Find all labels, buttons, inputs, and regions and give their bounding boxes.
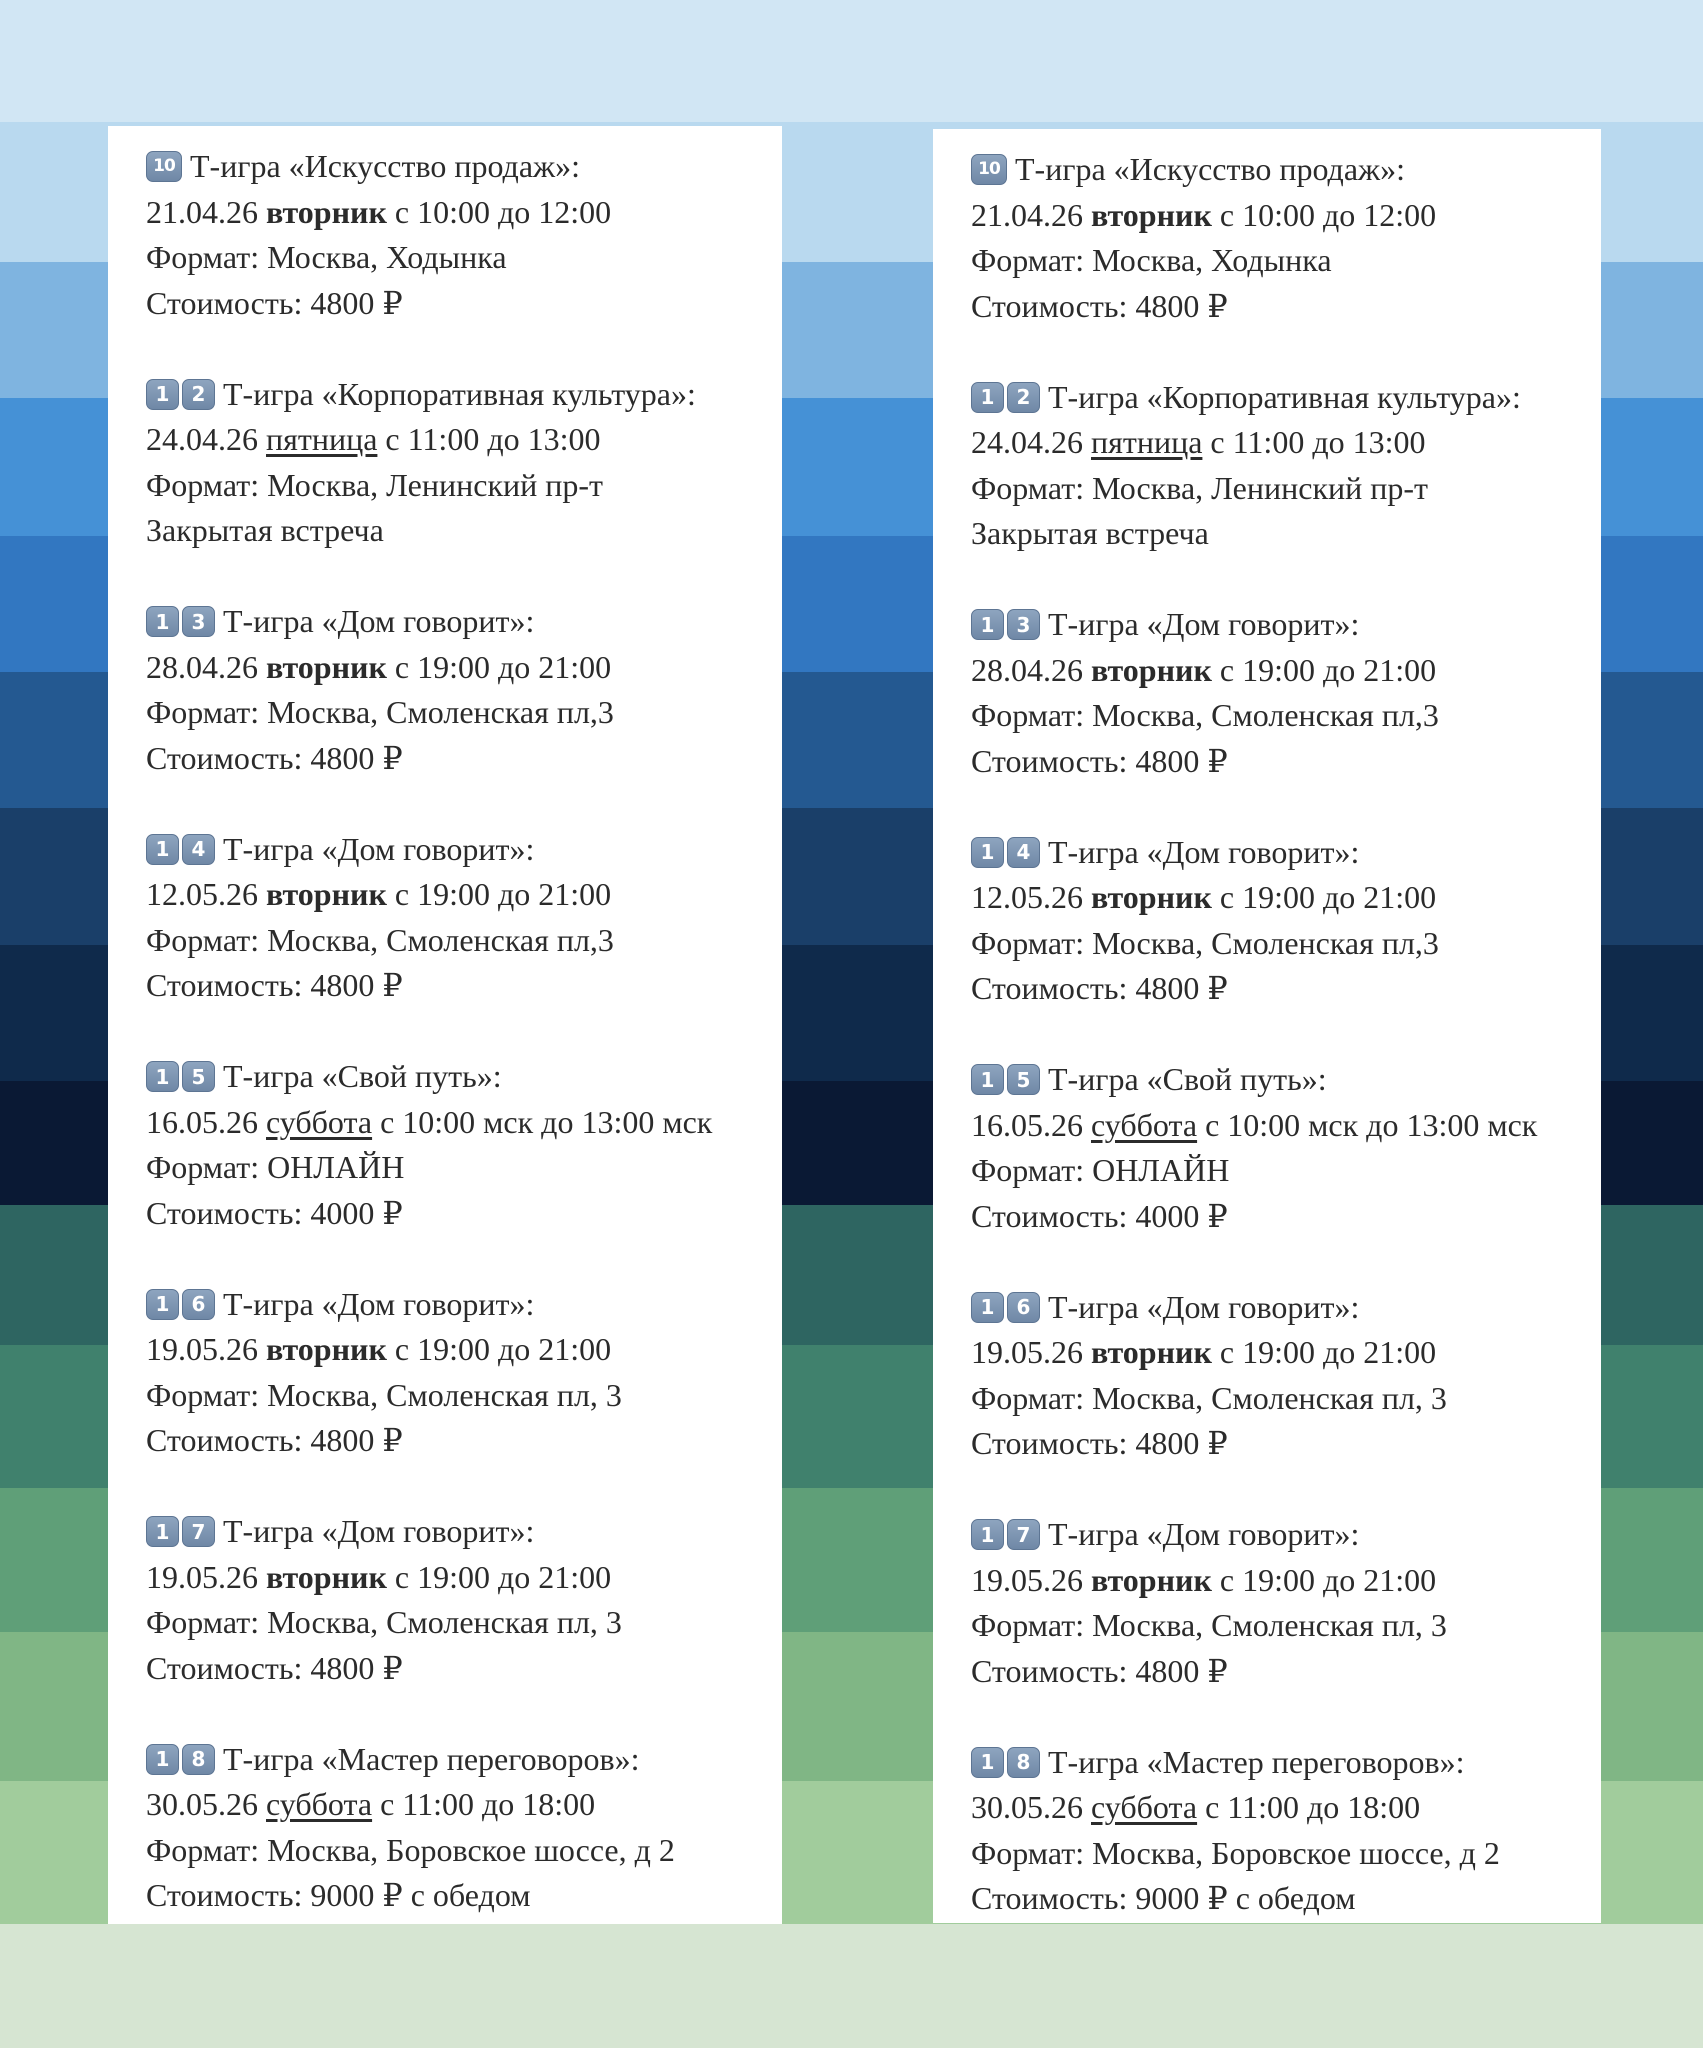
event-weekday: пятница — [266, 421, 378, 457]
event-date-line — [146, 190, 782, 236]
number-keycaps — [146, 1061, 218, 1092]
event-price: Стоимость: 4800 ₽ — [146, 967, 403, 1003]
event-date: 19.05.26 — [971, 1561, 1083, 1598]
event-weekday: вторник — [1091, 196, 1212, 233]
keycap-number-icon: 7 — [182, 1516, 215, 1547]
event-title: Т-игра «Дом говорит»: — [223, 830, 535, 867]
event-weekday: вторник — [1091, 1561, 1212, 1598]
event-format: Формат: Москва, Смоленская пл, 3 — [146, 1376, 622, 1413]
event-date: 16.05.26 — [146, 1103, 258, 1140]
event-format: Формат: Москва, Боровское шоссе, д 2 — [146, 1831, 675, 1868]
event-title: Т-игра «Корпоративная культура»: — [1048, 378, 1521, 415]
event-time: с 19:00 до 21:00 — [394, 1331, 612, 1367]
keycap-number-icon: 2 — [182, 379, 215, 410]
event-date-line — [971, 1558, 1601, 1604]
event-title-line — [146, 599, 782, 645]
event-block — [971, 1057, 1601, 1285]
event-date: 21.04.26 — [971, 196, 1083, 233]
event-title-line — [146, 1737, 782, 1783]
event-date: 16.05.26 — [971, 1106, 1083, 1143]
event-title-line — [971, 375, 1601, 421]
event-price: Стоимость: 4800 ₽ — [971, 287, 1228, 324]
event-format: Формат: Москва, Смоленская пл, 3 — [971, 1607, 1447, 1643]
event-title-line — [146, 1509, 782, 1555]
event-date-line — [971, 193, 1601, 239]
event-price: Стоимость: 4000 ₽ — [146, 1194, 403, 1231]
keycap-number-icon: 1 — [146, 1061, 179, 1092]
event-title: Т-игра «Искусство продаж»: — [190, 148, 581, 184]
event-format: Формат: ОНЛАЙН — [971, 1152, 1230, 1188]
event-title-line — [971, 1285, 1601, 1331]
event-title-line — [146, 372, 782, 418]
event-title: Т-игра «Дом говорит»: — [223, 1513, 535, 1549]
event-price: Стоимость: 4800 ₽ — [971, 970, 1228, 1006]
event-date-line — [146, 417, 782, 463]
event-title: Т-игра «Дом говорит»: — [223, 1285, 535, 1322]
keycap-number-icon: 1 — [971, 1064, 1004, 1095]
event-title-line — [146, 144, 782, 190]
event-date-line — [971, 1330, 1601, 1376]
keycap-number-icon: 2 — [1007, 382, 1040, 413]
event-format: Формат: ОНЛАЙН — [146, 1149, 405, 1185]
event-title-line — [971, 602, 1601, 648]
event-format: Формат: Москва, Смоленская пл, 3 — [971, 1379, 1447, 1416]
event-date-line — [146, 1100, 782, 1146]
number-keycaps — [146, 1516, 218, 1547]
event-date-line — [971, 1103, 1601, 1149]
event-format: Формат: Москва, Ходынка — [146, 239, 507, 275]
event-format: Формат: Москва, Смоленская пл,3 — [971, 697, 1439, 733]
event-block — [971, 1740, 1601, 1924]
event-format: Формат: Москва, Ходынка — [971, 242, 1332, 278]
event-block — [971, 1285, 1601, 1513]
event-format: Формат: Москва, Смоленская пл,3 — [146, 694, 614, 730]
keycap-number-icon: 1 — [971, 1519, 1004, 1550]
event-date-line — [971, 1785, 1601, 1831]
event-date: 30.05.26 — [146, 1786, 258, 1822]
number-keycaps — [971, 609, 1043, 640]
event-price: Закрытая встреча — [971, 515, 1209, 551]
event-title: Т-игра «Дом говорит»: — [1048, 606, 1360, 642]
keycap-number-icon: 5 — [182, 1061, 215, 1092]
event-weekday: вторник — [266, 648, 387, 685]
event-block — [146, 1509, 782, 1737]
event-time: с 19:00 до 21:00 — [394, 648, 612, 685]
event-time: с 10:00 мск до 13:00 мск — [1205, 1106, 1538, 1143]
event-block — [146, 1282, 782, 1510]
background-band — [0, 1924, 1703, 2048]
event-time: с 10:00 до 12:00 — [394, 193, 612, 230]
event-date: 24.04.26 — [971, 424, 1083, 460]
event-date: 19.05.26 — [146, 1558, 258, 1595]
event-format: Формат: Москва, Смоленская пл,3 — [971, 924, 1439, 961]
number-keycaps — [146, 1289, 218, 1320]
event-time: с 19:00 до 21:00 — [1219, 879, 1437, 915]
event-date-line — [146, 872, 782, 918]
event-date-line — [146, 1555, 782, 1601]
keycap-number-icon: 7 — [1007, 1519, 1040, 1550]
event-weekday: вторник — [1091, 879, 1212, 915]
event-date: 12.05.26 — [971, 879, 1083, 915]
keycap-number-icon: 6 — [182, 1289, 215, 1320]
keycap-number-icon: 1 — [971, 382, 1004, 413]
event-date: 21.04.26 — [146, 193, 258, 230]
event-price: Стоимость: 4800 ₽ — [971, 1652, 1228, 1689]
event-price: Стоимость: 9000 ₽ с обедом — [146, 1877, 531, 1913]
event-date-line — [971, 648, 1601, 694]
keycap-number-icon: 10 — [146, 151, 182, 182]
event-weekday: суббота — [1091, 1789, 1198, 1825]
event-time: с 19:00 до 21:00 — [1219, 1334, 1437, 1370]
event-price: Стоимость: 4800 ₽ — [146, 739, 403, 776]
event-date-line — [971, 875, 1601, 921]
keycap-number-icon: 1 — [971, 837, 1004, 868]
event-block — [146, 1054, 782, 1282]
event-title: Т-игра «Дом говорит»: — [1048, 1516, 1360, 1552]
event-block — [971, 375, 1601, 603]
event-title-line — [146, 827, 782, 873]
event-time: с 10:00 мск до 13:00 мск — [380, 1103, 713, 1140]
event-time: с 11:00 до 13:00 — [385, 421, 601, 457]
event-weekday: суббота — [266, 1786, 373, 1822]
event-price: Стоимость: 4000 ₽ — [971, 1197, 1228, 1234]
event-block — [971, 830, 1601, 1058]
event-date: 19.05.26 — [146, 1331, 258, 1367]
event-weekday: суббота — [266, 1103, 373, 1140]
background-band — [0, 0, 1703, 122]
event-title-line — [971, 1740, 1601, 1786]
event-weekday: вторник — [266, 1331, 387, 1367]
event-weekday: вторник — [266, 1558, 387, 1595]
event-title: Т-игра «Корпоративная культура»: — [223, 375, 696, 412]
event-price: Стоимость: 4800 ₽ — [146, 1649, 403, 1686]
event-date: 30.05.26 — [971, 1789, 1083, 1825]
number-keycaps — [971, 1747, 1043, 1778]
number-keycaps — [146, 151, 185, 182]
event-date-line — [971, 420, 1601, 466]
event-price: Стоимость: 4800 ₽ — [971, 1425, 1228, 1461]
event-price: Стоимость: 4800 ₽ — [971, 742, 1228, 779]
event-weekday: вторник — [1091, 651, 1212, 688]
keycap-number-icon: 1 — [146, 1516, 179, 1547]
event-format: Формат: Москва, Смоленская пл, 3 — [146, 1604, 622, 1640]
event-title-line — [971, 830, 1601, 876]
keycap-number-icon: 1 — [146, 379, 179, 410]
event-weekday: вторник — [1091, 1334, 1212, 1370]
event-block — [146, 599, 782, 827]
keycap-number-icon: 1 — [971, 1747, 1004, 1778]
keycap-number-icon: 5 — [1007, 1064, 1040, 1095]
event-block — [971, 147, 1601, 375]
event-time: с 11:00 до 18:00 — [1205, 1789, 1421, 1825]
schedule-panel-right — [933, 129, 1601, 1923]
keycap-number-icon: 1 — [971, 609, 1004, 640]
keycap-number-icon: 4 — [1007, 837, 1040, 868]
keycap-number-icon: 4 — [182, 834, 215, 865]
event-time: с 19:00 до 21:00 — [1219, 1561, 1437, 1598]
keycap-number-icon: 8 — [1007, 1747, 1040, 1778]
keycap-number-icon: 1 — [146, 1744, 179, 1775]
event-title-line — [146, 1054, 782, 1100]
event-weekday: суббота — [1091, 1106, 1198, 1143]
event-time: с 19:00 до 21:00 — [1219, 651, 1437, 688]
event-title-line — [971, 1512, 1601, 1558]
number-keycaps — [971, 154, 1010, 185]
event-date: 28.04.26 — [971, 651, 1083, 688]
event-title: Т-игра «Свой путь»: — [223, 1058, 502, 1094]
number-keycaps — [146, 834, 218, 865]
keycap-number-icon: 1 — [971, 1292, 1004, 1323]
schedule-panel-left — [108, 126, 782, 1924]
event-title-line — [971, 147, 1601, 193]
event-date-line — [146, 1327, 782, 1373]
event-format: Формат: Москва, Ленинский пр-т — [971, 469, 1428, 506]
number-keycaps — [146, 379, 218, 410]
event-block — [146, 1737, 782, 1925]
event-title: Т-игра «Дом говорит»: — [223, 603, 535, 639]
event-block — [971, 1512, 1601, 1740]
event-title: Т-игра «Дом говорит»: — [1048, 833, 1360, 870]
number-keycaps — [971, 1519, 1043, 1550]
number-keycaps — [146, 1744, 218, 1775]
event-title: Т-игра «Мастер переговоров»: — [1048, 1743, 1465, 1780]
event-title: Т-игра «Мастер переговоров»: — [223, 1740, 640, 1777]
event-format: Формат: Москва, Ленинский пр-т — [146, 466, 603, 503]
event-title: Т-игра «Дом говорит»: — [1048, 1288, 1360, 1325]
event-time: с 11:00 до 13:00 — [1210, 424, 1426, 460]
keycap-number-icon: 3 — [182, 606, 215, 637]
event-block — [146, 827, 782, 1055]
event-format: Формат: Москва, Боровское шоссе, д 2 — [971, 1834, 1500, 1871]
keycap-number-icon: 10 — [971, 154, 1007, 185]
event-price: Стоимость: 9000 ₽ с обедом — [971, 1880, 1356, 1916]
event-block — [146, 372, 782, 600]
keycap-number-icon: 8 — [182, 1744, 215, 1775]
event-time: с 11:00 до 18:00 — [380, 1786, 596, 1822]
keycap-number-icon: 1 — [146, 606, 179, 637]
event-block — [971, 602, 1601, 830]
event-date: 19.05.26 — [971, 1334, 1083, 1370]
number-keycaps — [146, 606, 218, 637]
event-title-line — [146, 1282, 782, 1328]
event-format: Формат: Москва, Смоленская пл,3 — [146, 921, 614, 958]
event-time: с 10:00 до 12:00 — [1219, 196, 1437, 233]
event-date: 12.05.26 — [146, 876, 258, 912]
number-keycaps — [971, 837, 1043, 868]
event-weekday: вторник — [266, 876, 387, 912]
keycap-number-icon: 3 — [1007, 609, 1040, 640]
event-price: Закрытая встреча — [146, 512, 384, 548]
event-title: Т-игра «Искусство продаж»: — [1015, 151, 1406, 187]
number-keycaps — [971, 382, 1043, 413]
event-title-line — [971, 1057, 1601, 1103]
event-price: Стоимость: 4800 ₽ — [146, 284, 403, 321]
event-date-line — [146, 1782, 782, 1828]
number-keycaps — [971, 1292, 1043, 1323]
event-time: с 19:00 до 21:00 — [394, 876, 612, 912]
event-weekday: пятница — [1091, 424, 1203, 460]
event-date-line — [146, 645, 782, 691]
event-time: с 19:00 до 21:00 — [394, 1558, 612, 1595]
event-date: 24.04.26 — [146, 421, 258, 457]
event-weekday: вторник — [266, 193, 387, 230]
event-date: 28.04.26 — [146, 648, 258, 685]
number-keycaps — [971, 1064, 1043, 1095]
keycap-number-icon: 1 — [146, 1289, 179, 1320]
event-price: Стоимость: 4800 ₽ — [146, 1422, 403, 1458]
event-block — [146, 144, 782, 372]
keycap-number-icon: 1 — [146, 834, 179, 865]
event-title: Т-игра «Свой путь»: — [1048, 1061, 1327, 1097]
keycap-number-icon: 6 — [1007, 1292, 1040, 1323]
